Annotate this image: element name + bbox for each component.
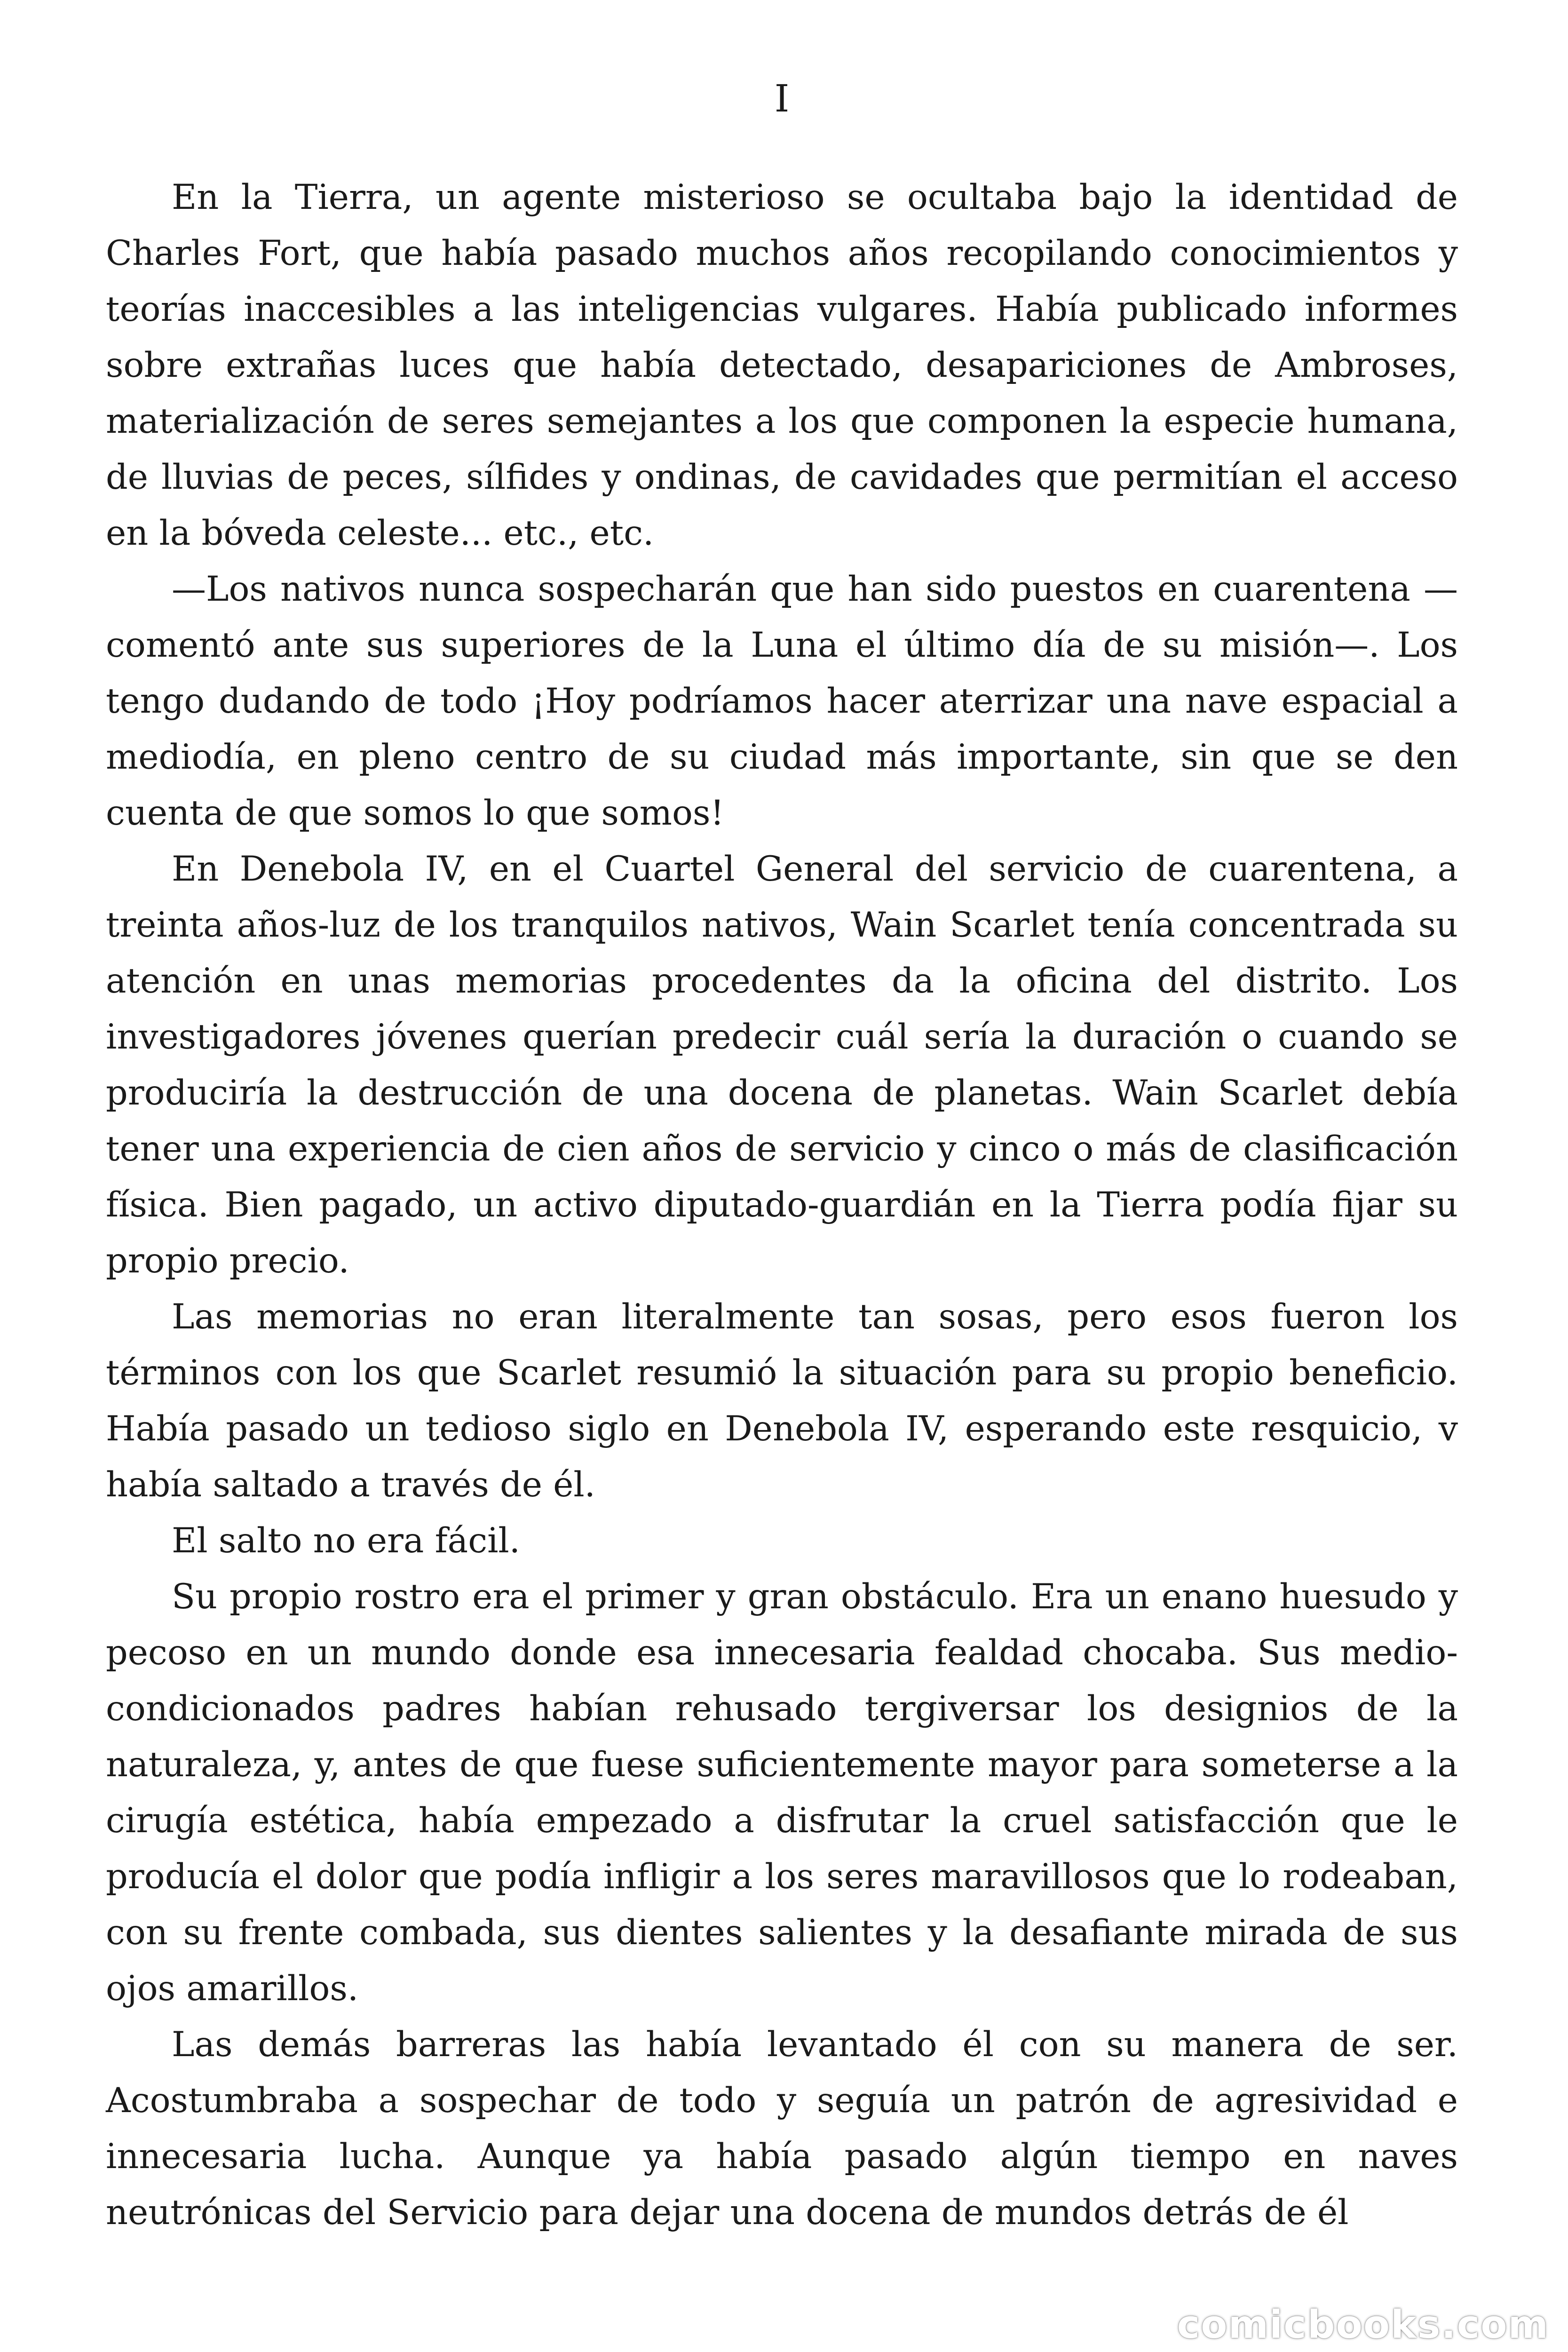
paragraph-4: Las memorias no eran literalmente tan sosas, pero esos fueron los términos con los que Scarlet resumió la situación para su propio beneficio. Había pasado un tedioso siglo en Denebola IV, esperando este resquicio, v había saltado a través de él. <box>106 1297 1458 1505</box>
paragraph-3: En Denebola IV, en el Cuartel General del servicio de cuarentena, a treinta años-luz de los tranquilos nativos, Wain Scarlet tenía concentrada su atención en unas memorias procedentes da la oficina del distrito. Los investigadores jóvenes querían predecir cuál sería la duración o cuando se produciría la destrucción de una docena de planetas. Wain Scarlet debía tener una experiencia de cien años de servicio y cinco o más de clasificación física. Bien pagado, un activo diputado-guardián en la Tierra podía fijar su propio precio. <box>106 849 1458 1281</box>
book-page <box>106 71 1458 2241</box>
paragraph-2: —Los nativos nunca sospecharán que han sido puestos en cuarentena —comentó ante sus superiores de la Luna el último día de su misión—. Los tengo dudando de todo ¡Hoy podríamos hacer aterrizar una nave espacial a mediodía, en pleno centro de su ciudad más importante, sin que se den cuenta de que somos lo que somos! <box>106 569 1458 833</box>
paragraph-5: El salto no era fácil. <box>172 1521 520 1561</box>
paragraph-6: Su propio rostro era el primer y gran obstáculo. Era un enano huesudo y pecoso en un mundo donde esa innecesaria fealdad chocaba. Sus medio-condicionados padres habían rehusado tergiversar los designios de la naturaleza, y, antes de que fuese suficientemente mayor para someterse a la cirugía estética, había empezado a disfrutar la cruel satisfacción que le producía el dolor que podía infligir a los seres maravillosos que lo rodeaban, con su frente combada, sus dientes salientes y la desafiante mirada de sus ojos amarillos. <box>106 1577 1458 2009</box>
paragraph-7: Las demás barreras las había levantado él con su manera de ser. Acostumbraba a sospechar de todo y seguía un patrón de agresividad e innecesaria lucha. Aunque ya había pasado algún tiempo en naves neutrónicas del Servicio para dejar una docena de mundos detrás de él <box>106 2025 1458 2233</box>
paragraph-1: En la Tierra, un agente misterioso se ocultaba bajo la identidad de Charles Fort, que había pasado muchos años recopilando conocimientos y teorías inaccesibles a las inteligencias vulgares. Había publicado informes sobre extrañas luces que había detectado, desapariciones de Ambroses, materialización de seres semejantes a los que componen la especie humana, de lluvias de peces, sílfides y ondinas, de cavidades que permitían el acceso en la bóveda celeste... etc., etc. <box>106 177 1458 553</box>
chapter-heading: I <box>774 77 790 120</box>
site-watermark: comicbooks.com <box>1177 2303 1549 2347</box>
